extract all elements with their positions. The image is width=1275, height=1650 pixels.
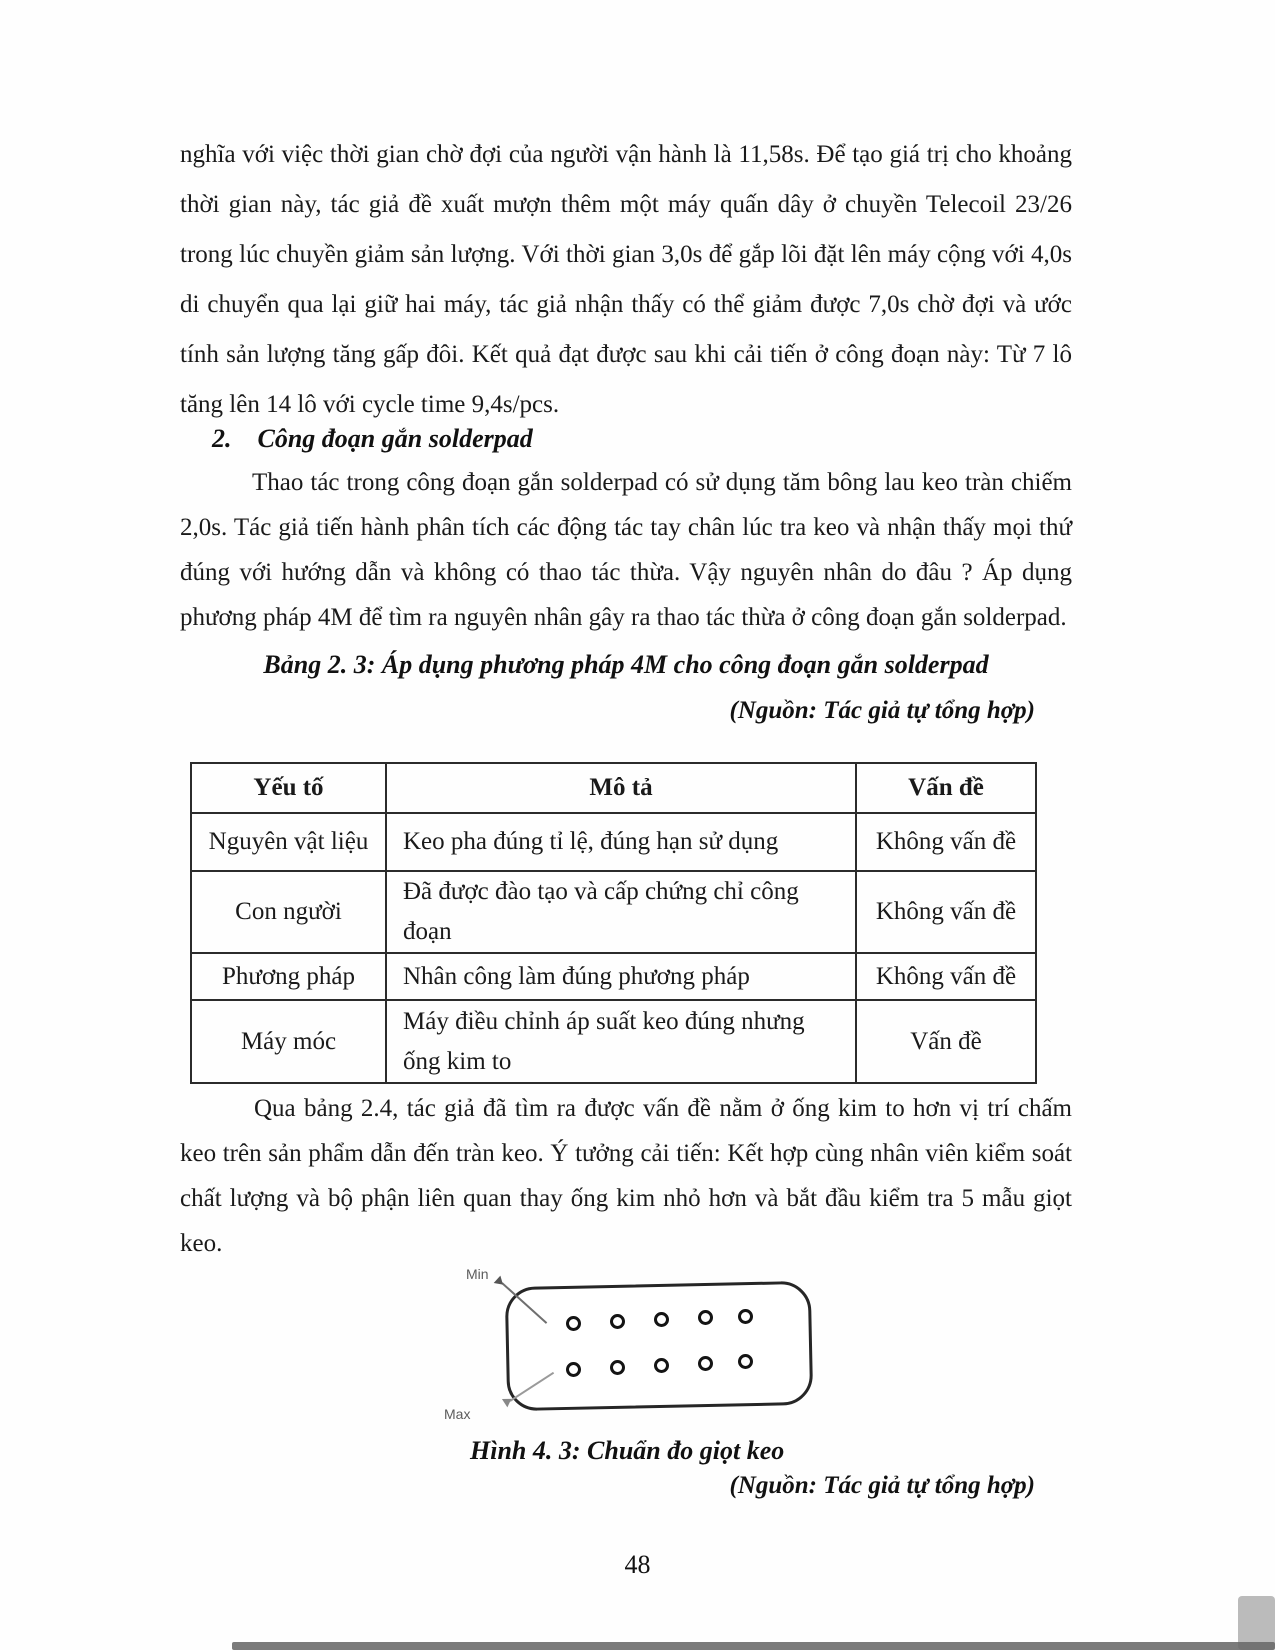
table-row: [191, 953, 1036, 1000]
table-row: [191, 813, 1036, 871]
page-number: 48: [624, 1550, 651, 1579]
glue-dot: [738, 1354, 753, 1369]
glue-dot: [610, 1360, 625, 1375]
table-cell: Không vấn đề: [856, 871, 1036, 953]
table-cell: Phương pháp: [191, 953, 386, 1000]
glue-sample-plate: [505, 1281, 814, 1411]
table-cell: Không vấn đề: [856, 813, 1036, 871]
table-cell: Keo pha đúng tỉ lệ, đúng hạn sử dụng: [386, 813, 856, 871]
table-header-cell: Vấn đề: [856, 763, 1036, 813]
table-source-note: (Nguồn: Tác giả tự tổng hợp): [729, 697, 1035, 724]
table-header-cell: Yếu tố: [191, 763, 386, 813]
4m-analysis-table: [190, 762, 1037, 1084]
section-number: 2.: [212, 424, 232, 453]
table-cell: Đã được đào tạo và cấp chứng chỉ công đoạn: [386, 871, 856, 953]
scan-artifact-smudge: [1238, 1596, 1275, 1650]
table-row: [191, 1000, 1036, 1083]
glue-dot-standard-figure: [440, 1258, 850, 1433]
glue-dot: [654, 1312, 669, 1327]
max-label: Max: [444, 1406, 471, 1422]
paragraph-solderpad-analysis: Thao tác trong công đoạn gắn solderpad có sử dụng tăm bông lau keo tràn chiếm 2,0s. Tác giả tiến hành phân tích các động tác tay chân lúc tra keo và nhận thấy mọi thứ đúng với hướng dẫn và không có thao tác thừa. Vậy nguyên nhân do đâu ? Áp dụng phương pháp 4M để tìm ra nguyên nhân gây ra thao tác thừa ở công đoạn gắn solderpad.: [180, 469, 1072, 631]
paragraph-improvement-idea: Qua bảng 2.4, tác giả đã tìm ra được vấn đề nằm ở ống kim to hơn vị trí chấm keo trên sản phẩm dẫn đến tràn keo. Ý tưởng cải tiến: Kết hợp cùng nhân viên kiểm soát chất lượng và bộ phận liên quan thay ống kim nhỏ hơn và bắt đầu kiểm tra 5 mẫu giọt keo.: [180, 1095, 1072, 1257]
table-cell: Con người: [191, 871, 386, 953]
table-row: [191, 871, 1036, 953]
min-label: Min: [466, 1266, 489, 1282]
paragraph-cycle-time: nghĩa với việc thời gian chờ đợi của người vận hành là 11,58s. Để tạo giá trị cho khoảng thời gian này, tác giả đề xuất mượn thêm một máy quấn dây ở chuyền Telecoil 23/26 trong lúc chuyền giảm sản lượng. Với thời gian 3,0s để gắp lõi đặt lên máy cộng với 4,0s di chuyển qua lại giữ hai máy, tác giả nhận thấy có thể giảm được 7,0s chờ đợi và ước tính sản lượng tăng gấp đôi. Kết quả đạt được sau khi cải tiến ở công đoạn này: Từ 7 lô tăng lên 14 lô với cycle time 9,4s/pcs.: [180, 141, 1072, 418]
scan-artifact-bar: [232, 1642, 1275, 1650]
section-title: Công đoạn gắn solderpad: [257, 424, 533, 453]
table-cell: Máy móc: [191, 1000, 386, 1083]
glue-dot: [566, 1316, 581, 1331]
table-cell: Nguyên vật liệu: [191, 813, 386, 871]
table-cell: Vấn đề: [856, 1000, 1036, 1083]
figure-caption: Hình 4. 3: Chuẩn đo giọt keo: [470, 1436, 785, 1465]
table-cell: Nhân công làm đúng phương pháp: [386, 953, 856, 1000]
figure-source-note: (Nguồn: Tác giả tự tổng hợp): [729, 1472, 1035, 1499]
table-header-cell: Mô tả: [386, 763, 856, 813]
glue-dot: [698, 1310, 713, 1325]
glue-dot: [738, 1309, 753, 1324]
table-cell: Không vấn đề: [856, 953, 1036, 1000]
table-header-row: [191, 763, 1036, 813]
glue-dot: [698, 1356, 713, 1371]
table-cell: Máy điều chỉnh áp suất keo đúng nhưng ống kim to: [386, 1000, 856, 1083]
glue-dot: [654, 1358, 669, 1373]
table-caption: Bảng 2. 3: Áp dụng phương pháp 4M cho công đoạn gắn solderpad: [263, 650, 989, 679]
section-heading: [212, 424, 533, 454]
glue-dot: [566, 1362, 581, 1377]
glue-dot: [610, 1314, 625, 1329]
